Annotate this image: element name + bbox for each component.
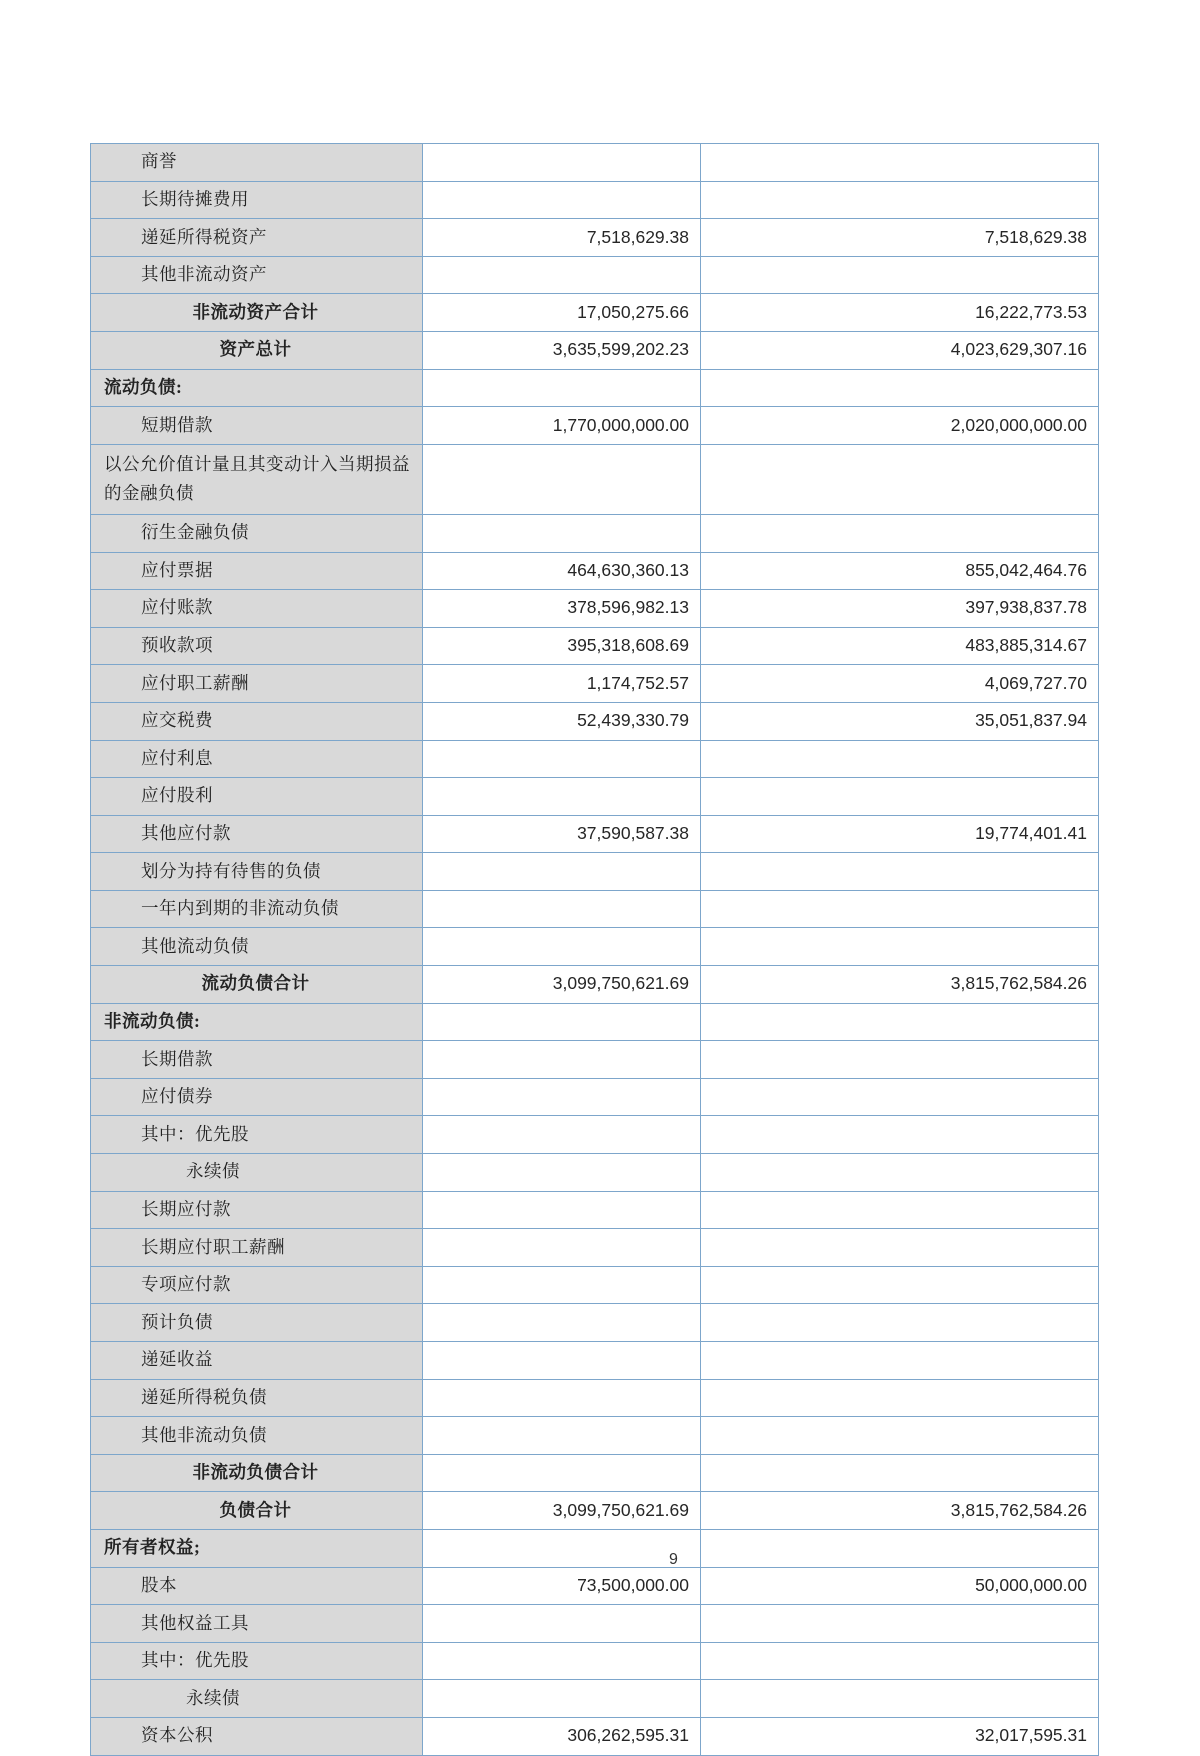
table-row: [91, 1078, 1099, 1116]
value-cell-1: [423, 1529, 701, 1567]
value-cell-1: [423, 1078, 701, 1116]
table-row: [91, 740, 1099, 778]
item-label-cell: 递延收益: [91, 1342, 423, 1380]
value-cell-1: [423, 890, 701, 928]
item-label-cell: 预计负债: [91, 1304, 423, 1342]
value-cell-2: 3,815,762,584.26: [701, 966, 1099, 1004]
table-row: [91, 1342, 1099, 1380]
value-cell-2: [701, 890, 1099, 928]
item-label-cell: 股本: [91, 1567, 423, 1605]
table-row: [91, 590, 1099, 628]
table-row: [91, 1041, 1099, 1079]
value-cell-2: 4,023,629,307.16: [701, 331, 1099, 369]
value-cell-2: [701, 1003, 1099, 1041]
item-label-cell: 以公允价值计量且其变动计入当期损益的金融负债: [91, 444, 423, 514]
value-cell-1: [423, 1605, 701, 1643]
value-cell-2: [701, 144, 1099, 182]
value-cell-1: [423, 1116, 701, 1154]
value-cell-1: 3,099,750,621.69: [423, 966, 701, 1004]
value-cell-2: 32,017,595.31: [701, 1717, 1099, 1755]
item-label-cell: 长期借款: [91, 1041, 423, 1079]
table-row: [91, 815, 1099, 853]
value-cell-1: 306,262,595.31: [423, 1717, 701, 1755]
table-row: [91, 256, 1099, 294]
item-label-cell: 应付账款: [91, 590, 423, 628]
item-label-cell: 应付股利: [91, 778, 423, 816]
value-cell-2: [701, 1116, 1099, 1154]
table-row: [91, 778, 1099, 816]
item-label-cell: 所有者权益;: [91, 1529, 423, 1567]
value-cell-1: 1,174,752.57: [423, 665, 701, 703]
table-row: [91, 369, 1099, 407]
item-label-cell: 短期借款: [91, 407, 423, 445]
item-label-cell: 永续债: [91, 1680, 423, 1718]
table-row: [91, 331, 1099, 369]
item-label-cell: 非流动负债合计: [91, 1454, 423, 1492]
item-label-cell: 其中：优先股: [91, 1642, 423, 1680]
value-cell-2: [701, 853, 1099, 891]
item-label-cell: 专项应付款: [91, 1266, 423, 1304]
item-label-cell: 其他流动负债: [91, 928, 423, 966]
page-number: 9: [669, 1551, 678, 1568]
value-cell-1: [423, 514, 701, 552]
value-cell-1: 1,770,000,000.00: [423, 407, 701, 445]
value-cell-2: [701, 1680, 1099, 1718]
value-cell-2: [701, 740, 1099, 778]
table-row: [91, 1266, 1099, 1304]
table-row: [91, 1003, 1099, 1041]
item-label-cell: 永续债: [91, 1154, 423, 1192]
table-row: [91, 219, 1099, 257]
value-cell-2: 19,774,401.41: [701, 815, 1099, 853]
value-cell-1: 73,500,000.00: [423, 1567, 701, 1605]
value-cell-1: [423, 928, 701, 966]
value-cell-2: 35,051,837.94: [701, 702, 1099, 740]
value-cell-2: [701, 1417, 1099, 1455]
table-row: [91, 1605, 1099, 1643]
value-cell-1: [423, 144, 701, 182]
table-row: [91, 144, 1099, 182]
value-cell-2: [701, 256, 1099, 294]
value-cell-1: [423, 778, 701, 816]
item-label-cell: 负债合计: [91, 1492, 423, 1530]
value-cell-2: 4,069,727.70: [701, 665, 1099, 703]
value-cell-1: [423, 181, 701, 219]
value-cell-1: 3,635,599,202.23: [423, 331, 701, 369]
item-label-cell: 应付职工薪酬: [91, 665, 423, 703]
item-label-cell: 应交税费: [91, 702, 423, 740]
table-row: [91, 1116, 1099, 1154]
table-row: [91, 294, 1099, 332]
value-cell-1: 17,050,275.66: [423, 294, 701, 332]
value-cell-2: [701, 514, 1099, 552]
value-cell-2: [701, 1266, 1099, 1304]
value-cell-2: [701, 1191, 1099, 1229]
value-cell-1: [423, 256, 701, 294]
item-label-cell: 资产总计: [91, 331, 423, 369]
value-cell-2: 855,042,464.76: [701, 552, 1099, 590]
table-row: [91, 1191, 1099, 1229]
value-cell-1: 52,439,330.79: [423, 702, 701, 740]
table-row: [91, 1567, 1099, 1605]
item-label-cell: 非流动负债:: [91, 1003, 423, 1041]
table-row: [91, 890, 1099, 928]
value-cell-2: [701, 1229, 1099, 1267]
value-cell-2: [701, 1379, 1099, 1417]
item-label-cell: 一年内到期的非流动负债: [91, 890, 423, 928]
table-row: [91, 1379, 1099, 1417]
value-cell-1: 3,099,750,621.69: [423, 1492, 701, 1530]
value-cell-1: 378,596,982.13: [423, 590, 701, 628]
table-row: [91, 966, 1099, 1004]
table-row: [91, 1417, 1099, 1455]
item-label-cell: 递延所得税负债: [91, 1379, 423, 1417]
table-row: [91, 1492, 1099, 1530]
table-row: [91, 514, 1099, 552]
value-cell-2: 16,222,773.53: [701, 294, 1099, 332]
value-cell-2: [701, 181, 1099, 219]
item-label-cell: 长期待摊费用: [91, 181, 423, 219]
table-row: [91, 552, 1099, 590]
value-cell-1: [423, 1229, 701, 1267]
value-cell-2: [701, 1154, 1099, 1192]
item-label-cell: 长期应付职工薪酬: [91, 1229, 423, 1267]
table-row: [91, 665, 1099, 703]
balance-table-body: [91, 144, 1099, 1756]
item-label-cell: 其他非流动资产: [91, 256, 423, 294]
item-label-cell: 非流动资产合计: [91, 294, 423, 332]
value-cell-1: 37,590,587.38: [423, 815, 701, 853]
value-cell-1: [423, 1642, 701, 1680]
value-cell-2: [701, 1041, 1099, 1079]
value-cell-1: [423, 1304, 701, 1342]
value-cell-2: 397,938,837.78: [701, 590, 1099, 628]
table-row: [91, 1717, 1099, 1755]
item-label-cell: 其中：优先股: [91, 1116, 423, 1154]
value-cell-2: [701, 1529, 1099, 1567]
value-cell-1: [423, 1041, 701, 1079]
table-row: [91, 627, 1099, 665]
value-cell-2: [701, 1078, 1099, 1116]
value-cell-2: [701, 778, 1099, 816]
table-row: [91, 928, 1099, 966]
value-cell-1: [423, 1342, 701, 1380]
table-row: [91, 1642, 1099, 1680]
value-cell-2: [701, 1642, 1099, 1680]
item-label-cell: 划分为持有待售的负债: [91, 853, 423, 891]
item-label-cell: 递延所得税资产: [91, 219, 423, 257]
value-cell-1: [423, 1191, 701, 1229]
value-cell-1: [423, 1454, 701, 1492]
item-label-cell: 其他权益工具: [91, 1605, 423, 1643]
value-cell-1: [423, 369, 701, 407]
item-label-cell: 衍生金融负债: [91, 514, 423, 552]
value-cell-2: 50,000,000.00: [701, 1567, 1099, 1605]
value-cell-2: 2,020,000,000.00: [701, 407, 1099, 445]
value-cell-1: 464,630,360.13: [423, 552, 701, 590]
table-row: [91, 702, 1099, 740]
value-cell-1: [423, 1154, 701, 1192]
table-row: [91, 444, 1099, 514]
value-cell-2: [701, 1342, 1099, 1380]
item-label-cell: 应付票据: [91, 552, 423, 590]
table-row: [91, 1529, 1099, 1567]
item-label-cell: 商誉: [91, 144, 423, 182]
table-row: [91, 1680, 1099, 1718]
value-cell-2: [701, 1605, 1099, 1643]
table-row: [91, 181, 1099, 219]
item-label-cell: 流动负债:: [91, 369, 423, 407]
balance-sheet-table: [90, 143, 1099, 1756]
table-row: [91, 1454, 1099, 1492]
table-row: [91, 407, 1099, 445]
value-cell-2: 3,815,762,584.26: [701, 1492, 1099, 1530]
item-label-cell: 应付债券: [91, 1078, 423, 1116]
item-label-cell: 预收款项: [91, 627, 423, 665]
value-cell-1: 395,318,608.69: [423, 627, 701, 665]
value-cell-2: 483,885,314.67: [701, 627, 1099, 665]
value-cell-2: [701, 1454, 1099, 1492]
value-cell-1: [423, 444, 701, 514]
item-label-cell: 资本公积: [91, 1717, 423, 1755]
item-label-cell: 流动负债合计: [91, 966, 423, 1004]
table-row: [91, 1229, 1099, 1267]
value-cell-1: [423, 1417, 701, 1455]
item-label-cell: 应付利息: [91, 740, 423, 778]
value-cell-1: [423, 1680, 701, 1718]
value-cell-1: [423, 1379, 701, 1417]
item-label-cell: 长期应付款: [91, 1191, 423, 1229]
value-cell-1: [423, 740, 701, 778]
item-label-cell: 其他应付款: [91, 815, 423, 853]
value-cell-1: [423, 1003, 701, 1041]
table-row: [91, 853, 1099, 891]
value-cell-2: [701, 444, 1099, 514]
value-cell-2: 7,518,629.38: [701, 219, 1099, 257]
table-row: [91, 1304, 1099, 1342]
value-cell-2: [701, 928, 1099, 966]
table-row: [91, 1154, 1099, 1192]
value-cell-1: 7,518,629.38: [423, 219, 701, 257]
value-cell-2: [701, 369, 1099, 407]
value-cell-1: [423, 1266, 701, 1304]
item-label-cell: 其他非流动负债: [91, 1417, 423, 1455]
value-cell-2: [701, 1304, 1099, 1342]
value-cell-1: [423, 853, 701, 891]
